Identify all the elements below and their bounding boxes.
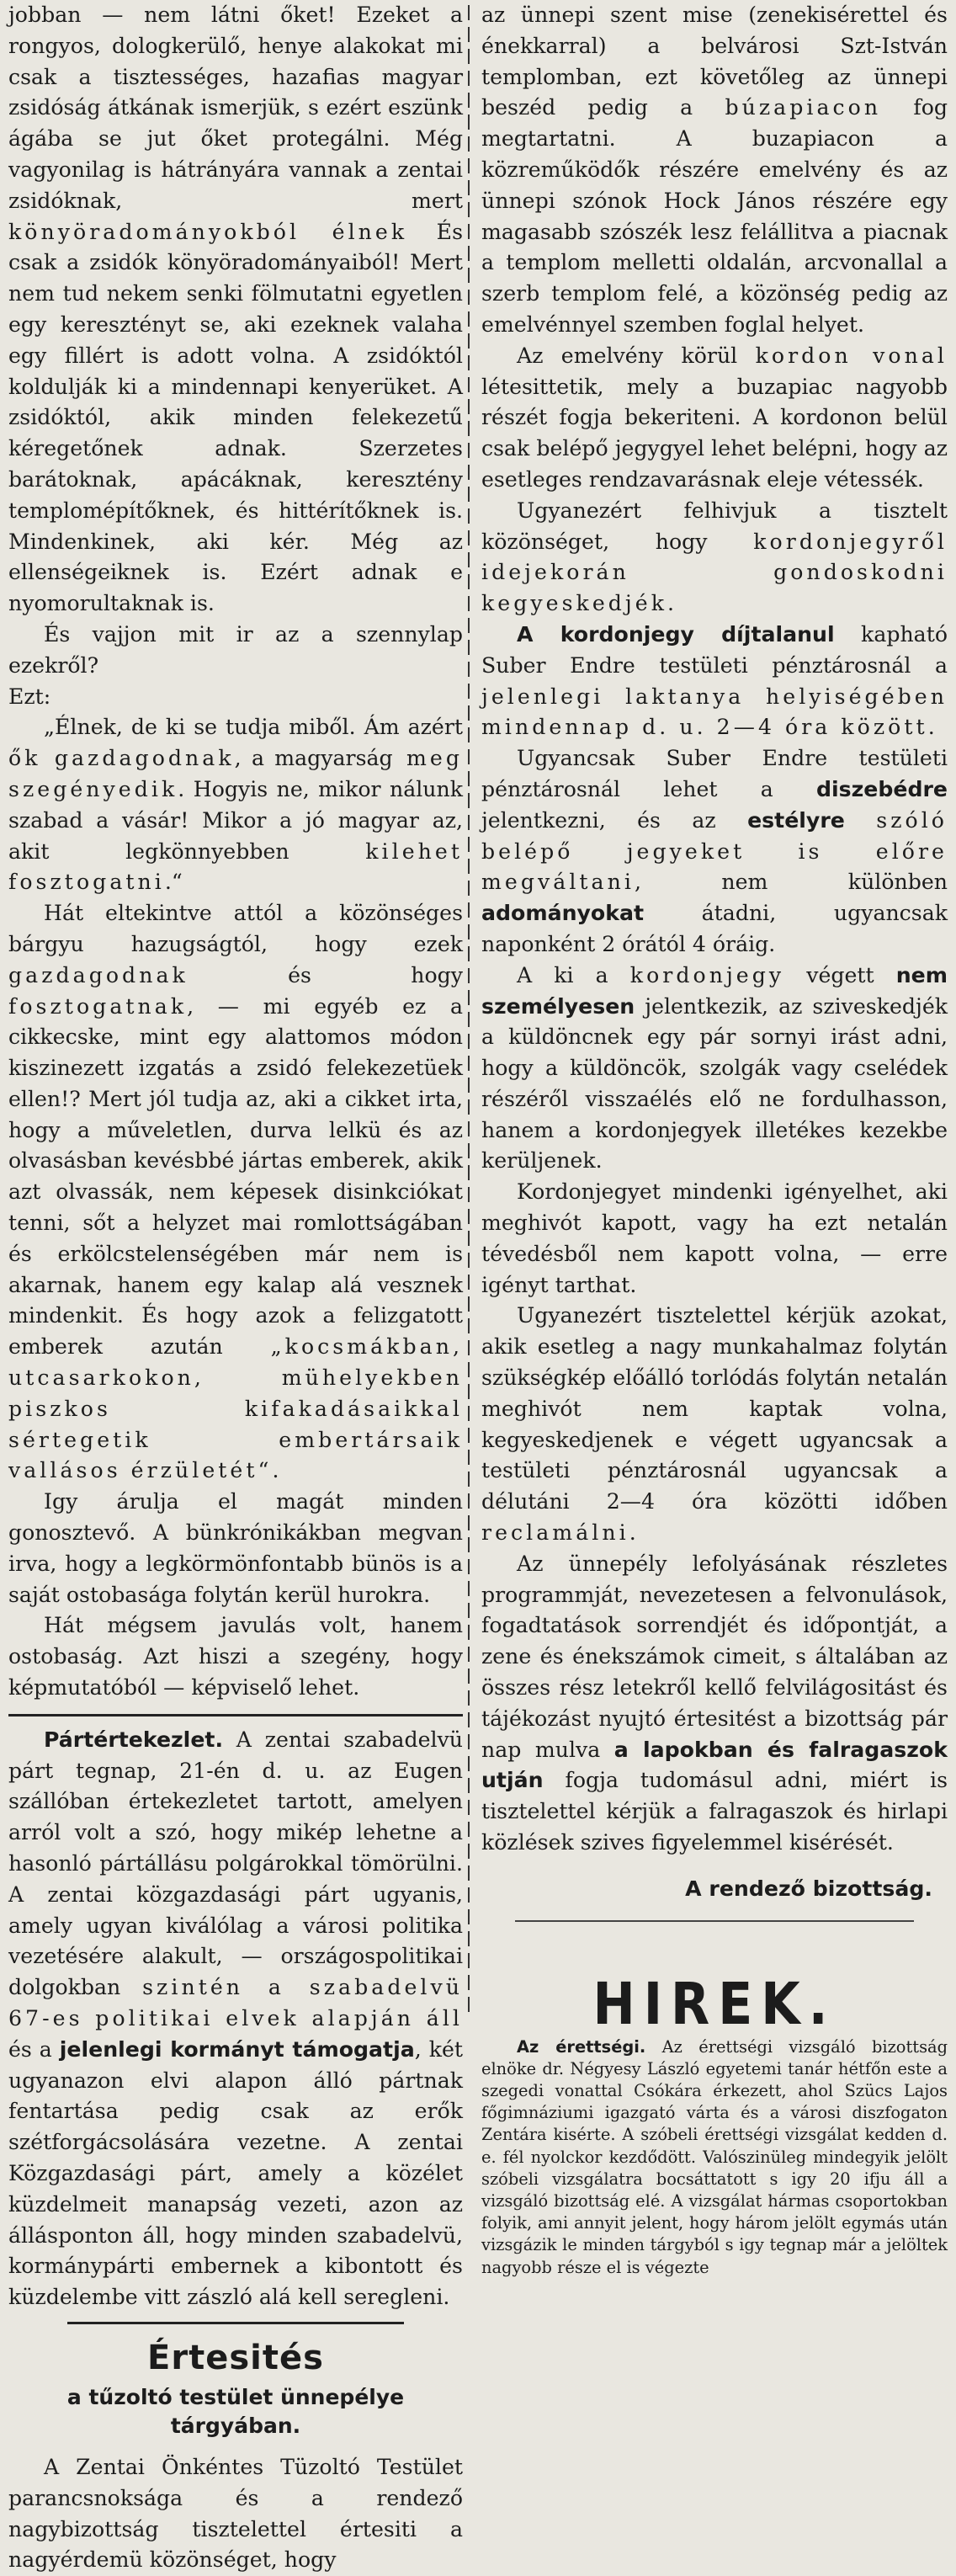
paragraph: Ugyanezért felhivjuk a tisztelt közönséget, hogy kordonjegyről idejekorán gondoskodni kegyeskedjék. xyxy=(481,498,948,616)
paragraph: Igy árulja el magát minden gonosztevő. A bünkrónikákban megvan irva, hogy a legkörmönfontabb bünös is a saját ostobasága folytán kerül hurokra. xyxy=(8,1489,463,1607)
news-section xyxy=(481,2036,948,2279)
paragraph: Ugyancsak Suber Endre testületi pénztárosnál lehet a diszebédre jelentkezni, és az estélyre szóló belépő jegyeket is előre megváltani, nem különben adományokat átadni, ugyancsak naponként 2 órától 4 óráig. xyxy=(481,746,948,956)
news-section-title: HIREK. xyxy=(592,1970,836,2038)
paragraph: Az emelvény körül kordon vonal létesittetik, mely a buzapiac nagyobb részét fogja bekeriteni. A kordonon belül csak belépő jegygyel lehet belépni, hogy az esetleges rendzavarásnak eleje vétessék. xyxy=(481,343,948,492)
party-meeting-article: Pártértekezlet. A zentai szabadelvü párt tegnap, 21-én d. u. az Eugen szállóban értekezletet tartott, amelyen arról volt a szó, hogy mikép lehetne a hasonló pártállásu polgárokkal tömörülni. A zentai közgazdasági párt ugyanis, amely ugyan kiválólag a városi politika vezetésére alakult, — országospolitikai dolgokban szintén a szabadelvü 67-es politikai elvek alapján áll és a jelenlegi kormányt támogatja, két ugyanazon elvi alapon álló pártnak fentartása pedig csak az erők szétforgácsolására vezetne. A zentai Közgazdasági párt, amely a közélet küzdelmeit manapság vezeti, azon az állásponton áll, hogy minden szabadelvü, kormánypárti embernek a kibontott és küzdelembe vitt zászló alá kell seregleni. xyxy=(8,1727,464,2310)
signature: A rendező bizottság. xyxy=(685,1876,932,1901)
left-column xyxy=(8,0,463,2576)
paragraph: A Zentai Önkéntes Tüzoltó Testület parancsnoksága és a rendező nagybizottság tisztelettel értesiti a nagyérdemü közönséget, hogy xyxy=(8,2454,463,2573)
paragraph: A kordonjegy díjtalanul kapható Suber Endre testületi pénztárosnál a jelenlegi laktanya helyiségében mindennap d. u. 2—4 óra között. xyxy=(481,621,948,740)
paragraph: Hát mégsem javulás volt, hanem ostobaság. Azt hiszi a szegény, hogy képmutatóból — képviselő lehet. xyxy=(8,1613,463,1700)
paragraph: Kordonjegyet mindenki igényelhet, aki meghivót kapott, vagy ha ezt netalán tévedésből nem kapott volna, — erre igényt tarthat. xyxy=(481,1179,948,1297)
section-divider xyxy=(515,1920,914,1922)
paragraph: Ugyanezért tisztelettel kérjük azokat, akik esetleg a nagy munkahalmaz folytán szükségkép előálló torlódás folytán netalán meghivót nem kaptak volna, kegyeskedjenek e végett ugyancsak a testületi pénztárosnál ugyancsak a délutáni 2—4 óra közötti időben reclamálni. xyxy=(481,1303,948,1546)
column-divider xyxy=(468,5,470,2015)
paragraph: A ki a kordonjegy végett nem személyesen jelentkezik, az sziveskedjék a küldöncnek egy pár sornyi irást adni, hogy a küldöncök, szolgák vagy cselédek részéről visszaélés elő ne fordulhasson, hanem a kordonjegyek illetékes kezekbe kerüljenek. xyxy=(481,962,948,1174)
section-divider xyxy=(8,1714,463,1716)
paragraph: Ezt: xyxy=(8,684,51,709)
paragraph: az ünnepi szent mise (zenekisérettel és énekkarral) a belvárosi Szt-István templomban, ezt követőleg az ünnepi beszéd pedig a búzapiacon fog megtartatni. A buzapiacon a közreműködők részére emelvény és az ünnepi szónok Hock János részére egy magasabb szószék lesz felállitva a piacnak a templom melletti oldalán, arcvonallal a szerb templom felé, a közönség pedig az emelvénnyel szemben foglal helyet. xyxy=(481,3,948,337)
news-item-heading: Az érettségi. xyxy=(517,2036,646,2057)
paragraph: Hát eltekintve attól a közönséges bárgyu hazugságtól, hogy ezek gazdagodnak és hogy fosztogatnak, — mi egyéb ez a cikkecske, mint egy alattomos módon kiszinezett izgatás a zsidó felekezetüek ellen!? Mert jól tudja az, aki a cikket irta, hogy a műveletlen, durva lelkü és az olvasásban kevésbbé jártas emberek, akik azt olvassák, nem képesek disinkciókat tenni, sőt a helyzet mai romlottságában és erkölcstelenségében már nem is akarnak, hanem egy kalap alá vesznek mindenkit. És hogy azok a felizgatott emberek azután „kocsmákban, utcasarkokon, mühelyekben piszkos kifakadásaikkal sértegetik embertársaik vallásos érzületét“. xyxy=(8,901,463,1483)
paragraph: És vajjon mit ir az a szennylap ezekről? xyxy=(8,621,463,678)
news-item: Az érettségi. Az érettségi vizsgáló bizottság elnöke dr. Négyesy László egyetemi tanár hétfőn este a szegedi vonattal Csókára érkezett, ahol Szücs Lajos főgimnáziumi igazgató várta és a városi diszfogaton Zentára kisérte. A szóbeli érettségi vizsgálat kedden d. e. fél nyolckor kezdődött. Valószinüleg mindegyik jelölt szóbeli vizsgálatra bocsáttatott s igy 20 ifju áll a vizsgáló bizottság elé. A vizsgálat hármas csoportokban folyik, ami annyit jelent, hogy három jelölt egymás után vizsgázik le minden tárgyból s igy tegnap már a jelöltek nagyobb része el is végezte xyxy=(481,2036,948,2277)
quote-paragraph: „Élnek, de ki se tudja miből. Ám azért ők gazdagodnak, a magyarság meg szegényedik. Hogyis ne, mikor nálunk szabad a vásár! Mikor a jó magyar az, akit legkönnyebben kilehet fosztogatni.“ xyxy=(8,715,463,895)
paragraph: Az ünnepély lefolyásának részletes programmját, nevezetesen a felvonulások, fogadtatások sorrendjét és időpontját, a zene és énekszámok cimeit, s általában az összes rész letekről kellő felvilágositást és tájékozást nyujtó értesitést a bizottság pár nap mulva a lapokban és falragaszok utján fogja tudomásul adni, miért is tisztelettel kérjük a falragaszok és hirlapi közlések szives figyelemmel kisérését. xyxy=(481,1551,948,1855)
article-heading: Pártértekezlet. xyxy=(44,1727,224,1752)
right-column xyxy=(481,0,948,2279)
section-divider xyxy=(67,2322,404,2324)
notice-subtitle: a tűzoltó testület ünnepélye tárgyában. xyxy=(66,2384,405,2438)
paragraph: jobban — nem látni őket! Ezeket a rongyos, dologkerülő, henye alakokat mi csak a tisztességes, hazafias magyar zsidóság átkának ismerjük, s ezért eszünk ágába se jut őket protegálni. Még vagyonilag is hátrányára vannak a zentai zsidóknak, mert könyöradományokból élnek És csak a zsidók könyöradományaiból! Mert nem tud nekem senki fölmutatni egyetlen egy keresztényt se, aki ezeknek valaha egy fillért is adott volna. A zsidóktól koldulják ki a mindennapi kenyerüket. A zsidóktól, akik minden felekezetű kéregetőnek adnak. Szerzetes barátoknak, apácáknak, keresztény templomépítőknek, és hittérítőknek is. Mindenkinek, aki kér. Még az ellenségeiknek is. Ezért adnak e nyomorultaknak is. xyxy=(8,3,463,616)
notice-title: Értesités xyxy=(147,2338,324,2377)
